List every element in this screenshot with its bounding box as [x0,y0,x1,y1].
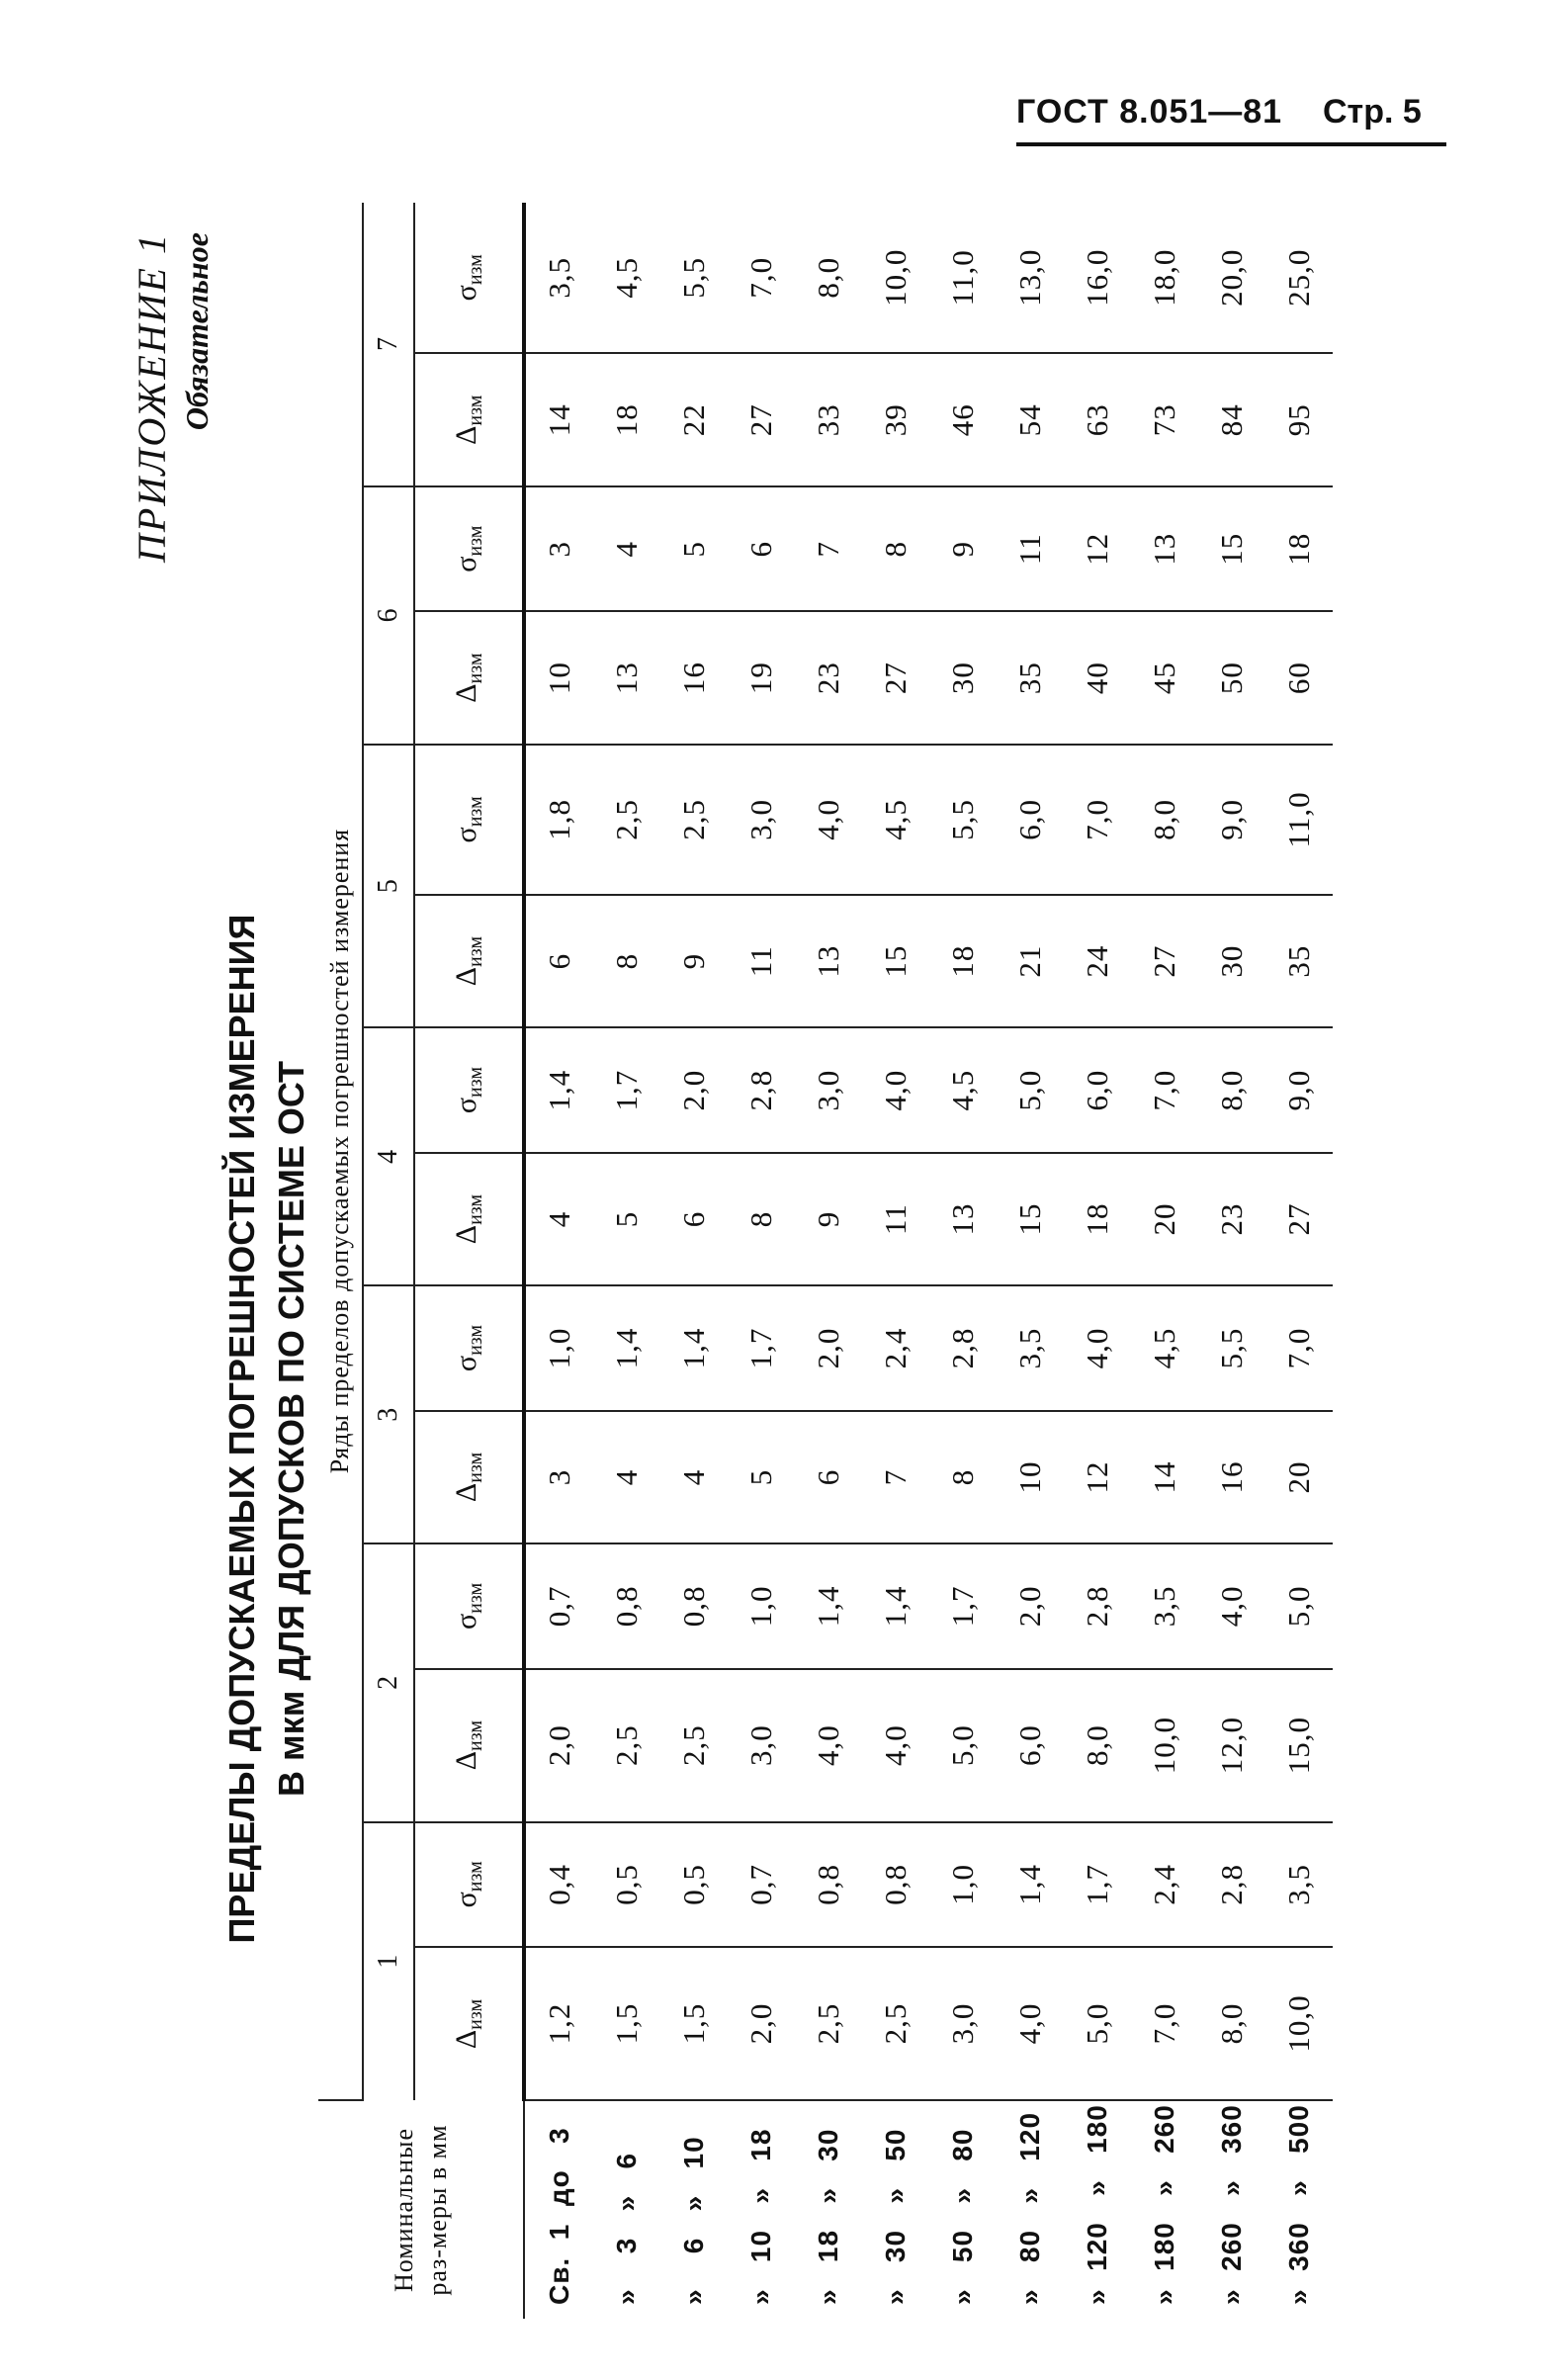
sigma-value-cell: 3,0 [728,745,795,895]
sigma-value-cell: 15 [1198,486,1265,611]
sigma-value-cell: 2,5 [593,745,660,895]
sigma-value-cell: 1,7 [593,1027,660,1152]
tolerance-table [318,203,1333,2319]
sigma-value-cell: 3,5 [997,1285,1064,1410]
series-header: 2 [363,1543,414,1821]
nominal-size-cell: Св. 1 до 3 [543,2127,574,2305]
sigma-value-cell: 1,7 [929,1543,997,1668]
sigma-header-subscript: изм [465,796,486,828]
delta-header [414,1411,524,1543]
sigma-header-subscript: изм [465,1324,486,1356]
page-number: Стр. 5 [1323,93,1422,131]
delta-value-cell: 21 [997,895,1064,1027]
sigma-value-cell: 2,8 [728,1027,795,1152]
nominal-size-header: Номинальные раз-меры в мм [318,2100,524,2319]
sigma-header-symbol: σ [450,827,482,843]
delta-value-cell: 73 [1131,354,1198,486]
delta-value-cell: 23 [1198,1153,1265,1285]
delta-value-cell: 10 [524,611,593,744]
nominal-size-cell: » 6 » 10 [678,2136,709,2305]
sigma-value-cell: 7,0 [1265,1285,1333,1410]
sigma-value-cell: 12 [1064,486,1131,611]
sigma-header-subscript: изм [465,1861,486,1893]
delta-value-cell: 10,0 [1265,1947,1333,2100]
delta-value-cell: 4 [524,1153,593,1285]
delta-value-cell: 13 [929,1153,997,1285]
series-group-header: Ряды пределов допускаемых погрешностей измерения [318,203,363,2100]
delta-value-cell: 1,5 [593,1947,660,2100]
delta-value-cell: 15,0 [1265,1669,1333,1822]
sigma-header-symbol: σ [450,556,482,573]
delta-header [414,354,524,486]
delta-value-cell: 18 [593,354,660,486]
delta-value-cell: 3,0 [929,1947,997,2100]
delta-value-cell: 24 [1064,895,1131,1027]
header-rule [1016,142,1446,146]
sigma-value-cell: 2,0 [997,1543,1064,1668]
delta-value-cell: 8 [593,895,660,1027]
delta-value-cell: 14 [524,354,593,486]
delta-value-cell: 11 [728,895,795,1027]
sigma-value-cell: 8,0 [795,203,862,354]
sigma-value-cell: 9,0 [1265,1027,1333,1152]
sigma-header-subscript: изм [465,1067,486,1098]
table-body [524,203,1333,2319]
sigma-header [414,1543,524,1668]
delta-value-cell: 4 [593,1411,660,1543]
delta-value-cell: 10 [997,1411,1064,1543]
sigma-header [414,745,524,895]
delta-value-cell: 7 [862,1411,929,1543]
delta-value-cell: 20 [1265,1411,1333,1543]
delta-header-subscript: изм [465,936,486,967]
sigma-header-symbol: σ [450,1892,482,1908]
delta-value-cell: 39 [862,354,929,486]
sigma-value-cell: 4,0 [1064,1285,1131,1410]
series-header: 1 [363,1822,414,2100]
delta-value-cell: 3,0 [728,1669,795,1822]
delta-value-cell: 4 [660,1411,728,1543]
sigma-value-cell: 1,0 [728,1543,795,1668]
delta-header-subscript: изм [465,395,486,426]
sigma-value-cell: 7,0 [728,203,795,354]
sigma-value-cell: 25,0 [1265,203,1333,354]
delta-value-cell: 22 [660,354,728,486]
delta-value-cell: 30 [1198,895,1265,1027]
sigma-value-cell: 5,5 [929,745,997,895]
sigma-value-cell: 9 [929,486,997,611]
delta-value-cell: 7,0 [1131,1947,1198,2100]
delta-value-cell: 30 [929,611,997,744]
sigma-value-cell: 11,0 [929,203,997,354]
sigma-header-subscript: изм [465,254,486,286]
sigma-value-cell: 1,0 [524,1285,593,1410]
sigma-value-cell: 11,0 [1265,745,1333,895]
series-header: 6 [363,486,414,745]
delta-value-cell: 6 [795,1411,862,1543]
sigma-value-cell: 1,4 [997,1822,1064,1947]
delta-value-cell: 16 [1198,1411,1265,1543]
sigma-value-cell: 0,4 [524,1822,593,1947]
delta-value-cell: 2,5 [660,1669,728,1822]
delta-value-cell: 35 [1265,895,1333,1027]
delta-header-symbol: Δ [450,425,482,445]
sigma-value-cell: 5,0 [997,1027,1064,1152]
delta-value-cell: 1,2 [524,1947,593,2100]
document-title [218,806,316,2052]
sigma-value-cell: 3 [524,486,593,611]
sigma-value-cell: 20,0 [1198,203,1265,354]
delta-value-cell: 8 [929,1411,997,1543]
sigma-value-cell: 3,0 [795,1027,862,1152]
sigma-value-cell: 8,0 [1131,745,1198,895]
delta-value-cell: 33 [795,354,862,486]
sigma-value-cell: 7,0 [1131,1027,1198,1152]
sigma-value-cell: 2,8 [1198,1822,1265,1947]
sigma-header-subscript: изм [465,1582,486,1614]
delta-value-cell: 63 [1064,354,1131,486]
delta-value-cell: 15 [862,895,929,1027]
sigma-value-cell: 2,4 [1131,1822,1198,1947]
sigma-value-cell: 1,4 [862,1543,929,1668]
delta-header [414,1153,524,1285]
delta-value-cell: 6 [524,895,593,1027]
delta-value-cell: 2,5 [593,1669,660,1822]
delta-value-cell: 5,0 [1064,1947,1131,2100]
sigma-value-cell: 4,5 [929,1027,997,1152]
nominal-size-cell: » 260 » 360 [1216,2104,1247,2305]
table-row [795,203,862,2319]
delta-header [414,895,524,1027]
sigma-value-cell: 1,4 [660,1285,728,1410]
delta-value-cell: 1,5 [660,1947,728,2100]
table-row [929,203,997,2319]
sigma-value-cell: 3,5 [1131,1543,1198,1668]
delta-value-cell: 8 [728,1153,795,1285]
sigma-value-cell: 1,7 [1064,1822,1131,1947]
delta-value-cell: 18 [929,895,997,1027]
delta-header [414,1947,524,2100]
nominal-size-cell: » 10 » 18 [745,2128,776,2305]
delta-value-cell: 2,0 [728,1947,795,2100]
nominal-size-cell: » 18 » 30 [813,2128,843,2305]
table-row [524,203,593,2319]
sigma-value-cell: 6,0 [1064,1027,1131,1152]
sigma-value-cell: 0,5 [593,1822,660,1947]
sigma-value-cell: 1,4 [593,1285,660,1410]
delta-value-cell: 9 [795,1153,862,1285]
nominal-size-cell: » 3 » 6 [611,2152,642,2305]
sigma-value-cell: 2,0 [660,1027,728,1152]
delta-value-cell: 8,0 [1198,1947,1265,2100]
nominal-size-cell: » 80 » 120 [1014,2111,1045,2305]
delta-header-subscript: изм [465,1998,486,2030]
sigma-header [414,1285,524,1410]
sigma-header [414,1027,524,1152]
table-row [660,203,728,2319]
table-row [728,203,795,2319]
rotated-content [59,213,1463,2348]
table-row [997,203,1064,2319]
series-header: 4 [363,1027,414,1285]
delta-header [414,611,524,744]
sigma-value-cell: 3,5 [524,203,593,354]
table-row [862,203,929,2319]
sigma-value-cell: 9,0 [1198,745,1265,895]
sigma-value-cell: 1,7 [728,1285,795,1410]
delta-value-cell: 45 [1131,611,1198,744]
delta-value-cell: 27 [1265,1153,1333,1285]
sigma-value-cell: 1,4 [795,1543,862,1668]
delta-value-cell: 46 [929,354,997,486]
sigma-value-cell: 5 [660,486,728,611]
sigma-value-cell: 0,7 [524,1543,593,1668]
table-row [1131,203,1198,2319]
delta-value-cell: 12,0 [1198,1669,1265,1822]
nominal-size-cell: » 180 » 260 [1149,2104,1179,2305]
appendix-label [129,232,216,563]
sigma-value-cell: 2,5 [660,745,728,895]
delta-value-cell: 16 [660,611,728,744]
delta-header [414,1669,524,1822]
series-header-row [363,203,414,2319]
sigma-value-cell: 0,8 [795,1822,862,1947]
sigma-value-cell: 13,0 [997,203,1064,354]
delta-value-cell: 10,0 [1131,1669,1198,1822]
table-row [1265,203,1333,2319]
sigma-value-cell: 7,0 [1064,745,1131,895]
series-header: 5 [363,745,414,1028]
sigma-value-cell: 1,8 [524,745,593,895]
delta-value-cell: 4,0 [862,1669,929,1822]
sigma-value-cell: 0,8 [593,1543,660,1668]
appendix-status: Обязательное [179,232,215,431]
delta-value-cell: 2,0 [524,1669,593,1822]
nominal-size-cell: » 50 » 80 [947,2128,978,2305]
delta-value-cell: 2,5 [795,1947,862,2100]
delta-value-cell: 15 [997,1153,1064,1285]
delta-value-cell: 3 [524,1411,593,1543]
title-line-2: В мкм ДЛЯ ДОПУСКОВ ПО СИСТЕМЕ ОСТ [271,1061,311,1797]
sigma-header-symbol: σ [450,1355,482,1372]
delta-value-cell: 12 [1064,1411,1131,1543]
sigma-value-cell: 8,0 [1198,1027,1265,1152]
delta-header-symbol: Δ [450,966,482,987]
series-header: 7 [363,203,414,486]
delta-value-cell: 14 [1131,1411,1198,1543]
sigma-value-cell: 16,0 [1064,203,1131,354]
sigma-value-cell: 0,7 [728,1822,795,1947]
symbol-header-row [414,203,524,2319]
delta-header-symbol: Δ [450,2029,482,2050]
delta-value-cell: 18 [1064,1153,1131,1285]
delta-value-cell: 5,0 [929,1669,997,1822]
delta-header-symbol: Δ [450,683,482,703]
sigma-value-cell: 4,5 [1131,1285,1198,1410]
delta-value-cell: 11 [862,1153,929,1285]
sigma-value-cell: 2,8 [929,1285,997,1410]
delta-header-symbol: Δ [450,1750,482,1771]
delta-header-subscript: изм [465,1193,486,1225]
sigma-header-symbol: σ [450,1613,482,1630]
delta-value-cell: 4,0 [795,1669,862,1822]
appendix-title: ПРИЛОЖЕНИЕ 1 [130,232,174,563]
sigma-header-symbol: σ [450,285,482,302]
sigma-value-cell: 13 [1131,486,1198,611]
delta-value-cell: 13 [795,895,862,1027]
series-header: 3 [363,1285,414,1543]
delta-value-cell: 84 [1198,354,1265,486]
delta-value-cell: 54 [997,354,1064,486]
nominal-size-cell: » 30 » 50 [880,2128,911,2305]
delta-value-cell: 27 [862,611,929,744]
sigma-value-cell: 1,0 [929,1822,997,1947]
delta-value-cell: 4,0 [997,1947,1064,2100]
delta-value-cell: 9 [660,895,728,1027]
delta-header-symbol: Δ [450,1482,482,1503]
sigma-value-cell: 0,5 [660,1822,728,1947]
sigma-value-cell: 4,5 [593,203,660,354]
sigma-header [414,203,524,354]
sigma-value-cell: 4,0 [862,1027,929,1152]
table-row [1198,203,1265,2319]
sigma-value-cell: 7 [795,486,862,611]
standard-number: ГОСТ 8.051—81 [1016,93,1283,131]
sigma-value-cell: 18 [1265,486,1333,611]
sigma-header [414,486,524,611]
sigma-value-cell: 0,8 [862,1822,929,1947]
delta-value-cell: 23 [795,611,862,744]
sigma-value-cell: 2,0 [795,1285,862,1410]
sigma-value-cell: 2,4 [862,1285,929,1410]
table-row [593,203,660,2319]
delta-header-subscript: изм [465,1719,486,1751]
sigma-header [414,1822,524,1947]
sigma-value-cell: 3,5 [1265,1822,1333,1947]
sigma-value-cell: 4,5 [862,745,929,895]
sigma-value-cell: 18,0 [1131,203,1198,354]
sigma-value-cell: 10,0 [862,203,929,354]
title-line-1: ПРЕДЕЛЫ ДОПУСКАЕМЫХ ПОГРЕШНОСТЕЙ ИЗМЕРЕНИЯ [221,914,262,1944]
delta-value-cell: 2,5 [862,1947,929,2100]
delta-value-cell: 6,0 [997,1669,1064,1822]
sigma-value-cell: 5,0 [1265,1543,1333,1668]
sigma-value-cell: 1,4 [524,1027,593,1152]
sigma-value-cell: 4,0 [1198,1543,1265,1668]
sigma-header-subscript: изм [465,525,486,557]
sigma-header-symbol: σ [450,1098,482,1114]
sigma-value-cell: 2,8 [1064,1543,1131,1668]
sigma-value-cell: 5,5 [1198,1285,1265,1410]
delta-header-subscript: изм [465,1452,486,1483]
sigma-value-cell: 4,0 [795,745,862,895]
sigma-value-cell: 0,8 [660,1543,728,1668]
delta-value-cell: 27 [728,354,795,486]
delta-value-cell: 6 [660,1153,728,1285]
nominal-size-cell: » 360 » 500 [1283,2104,1314,2305]
sigma-value-cell: 8 [862,486,929,611]
delta-value-cell: 40 [1064,611,1131,744]
sigma-value-cell: 5,5 [660,203,728,354]
sigma-value-cell: 6,0 [997,745,1064,895]
page-header [999,81,1453,150]
delta-value-cell: 50 [1198,611,1265,744]
delta-value-cell: 95 [1265,354,1333,486]
delta-value-cell: 19 [728,611,795,744]
delta-value-cell: 8,0 [1064,1669,1131,1822]
delta-value-cell: 13 [593,611,660,744]
delta-value-cell: 27 [1131,895,1198,1027]
delta-value-cell: 20 [1131,1153,1198,1285]
sigma-value-cell: 6 [728,486,795,611]
delta-value-cell: 35 [997,611,1064,744]
delta-header-symbol: Δ [450,1224,482,1245]
delta-header-subscript: изм [465,653,486,684]
sigma-value-cell: 11 [997,486,1064,611]
sigma-value-cell: 4 [593,486,660,611]
delta-value-cell: 60 [1265,611,1333,744]
delta-value-cell: 5 [593,1153,660,1285]
nominal-size-cell: » 120 » 180 [1082,2104,1112,2305]
table-row [1064,203,1131,2319]
delta-value-cell: 5 [728,1411,795,1543]
